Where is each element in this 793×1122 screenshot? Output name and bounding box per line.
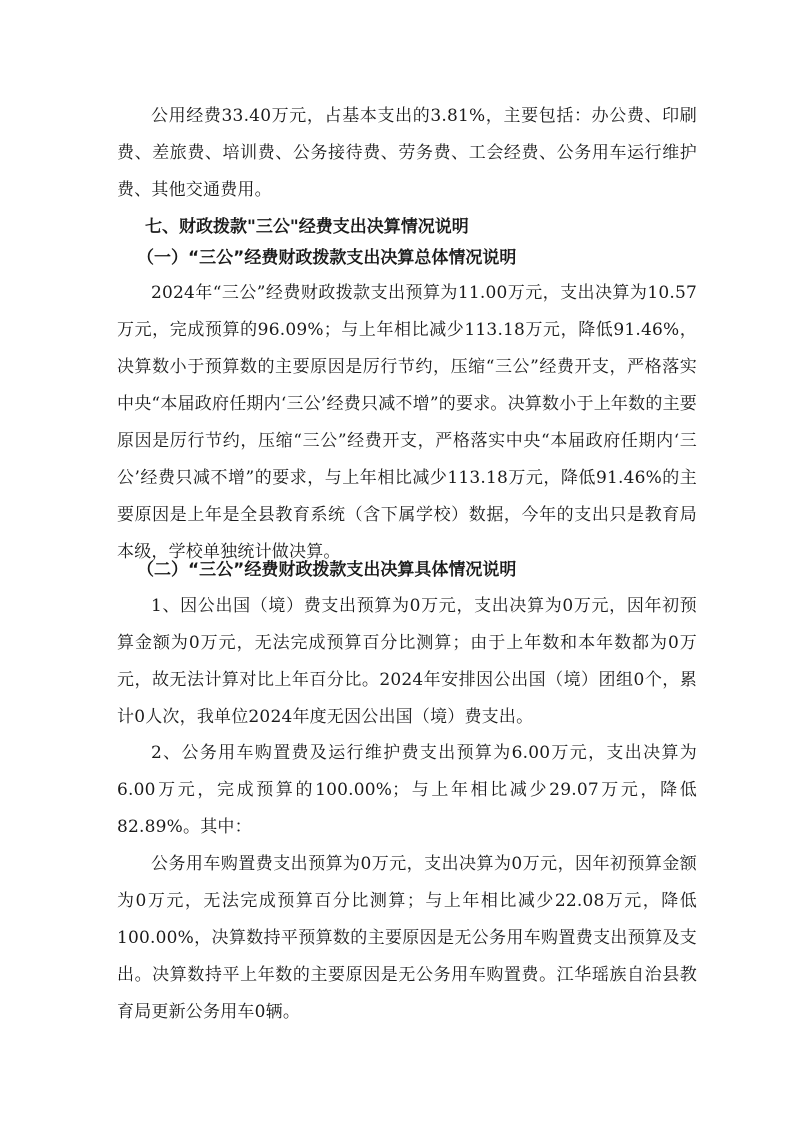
overall-block — [117, 275, 697, 571]
vehicles-block — [117, 735, 697, 846]
paragraph-vehicle-purchase: 公务用车购置费支出预算为0万元，支出决算为0万元，因年初预算金额为0万元，无法完成预算百分比测算；与上年相比减少22.08万元，降低100.00%，决算数持平预算数的主要原因是无公务用车购置费支出预算及支出。决算数持平上年数的主要原因是无公务用车购置费。江华瑶族自治县教育局更新公务用车0辆。 — [117, 854, 697, 1022]
paragraph-overall: 2024年“三公”经费财政拨款支出预算为11.00万元，支出决算为10.57万元，完成预算的96.09%；与上年相比减少113.18万元，降低91.46%，决算数小于预算数的主要原因是厉行节约，压缩“三公”经费开支，严格落实中央“本届政府任期内‘三公’经费只减不增”的要求。决算数小于上年数的主要原因是厉行节约，压缩“三公”经费开支，严格落实中央“本届政府任期内‘三公’经费只减不增”的要求，与上年相比减少113.18万元，降低91.46%的主要原因是上年是全县教育系统（含下属学校）数据，今年的支出只是教育局本级，学校单独统计做决算。 — [117, 283, 697, 562]
travel-abroad-block — [117, 588, 697, 736]
vehicle-purchase-block — [117, 846, 697, 1031]
paragraph-travel-abroad: 1、因公出国（境）费支出预算为0万元，支出决算为0万元，因年初预算金额为0万元，无法完成预算百分比测算；由于上年数和本年数都为0万元，故无法计算对比上年百分比。2024年安排因公出国（境）团组0个，累计0人次，我单位2024年度无因公出国（境）费支出。 — [117, 596, 697, 727]
public-funds-block — [117, 98, 697, 209]
subsection-2-title: （二）“三公”经费财政拨款支出决算具体情况说明 — [137, 560, 517, 580]
paragraph-vehicles: 2、公务用车购置费及运行维护费支出预算为6.00万元，支出决算为6.00万元，完成预算的100.00%；与上年相比减少29.07万元，降低82.89%。其中： — [117, 743, 697, 837]
subsection-1-title: （一）“三公”经费财政拨款支出决算总体情况说明 — [137, 248, 517, 268]
section-7-title: 七、财政拨款"三公"经费支出决算情况说明 — [145, 217, 469, 237]
paragraph-public-funds: 公用经费33.40万元，占基本支出的3.81%，主要包括：办公费、印刷费、差旅费、培训费、公务接待费、劳务费、工会经费、公务用车运行维护费、其他交通费用。 — [117, 106, 697, 200]
